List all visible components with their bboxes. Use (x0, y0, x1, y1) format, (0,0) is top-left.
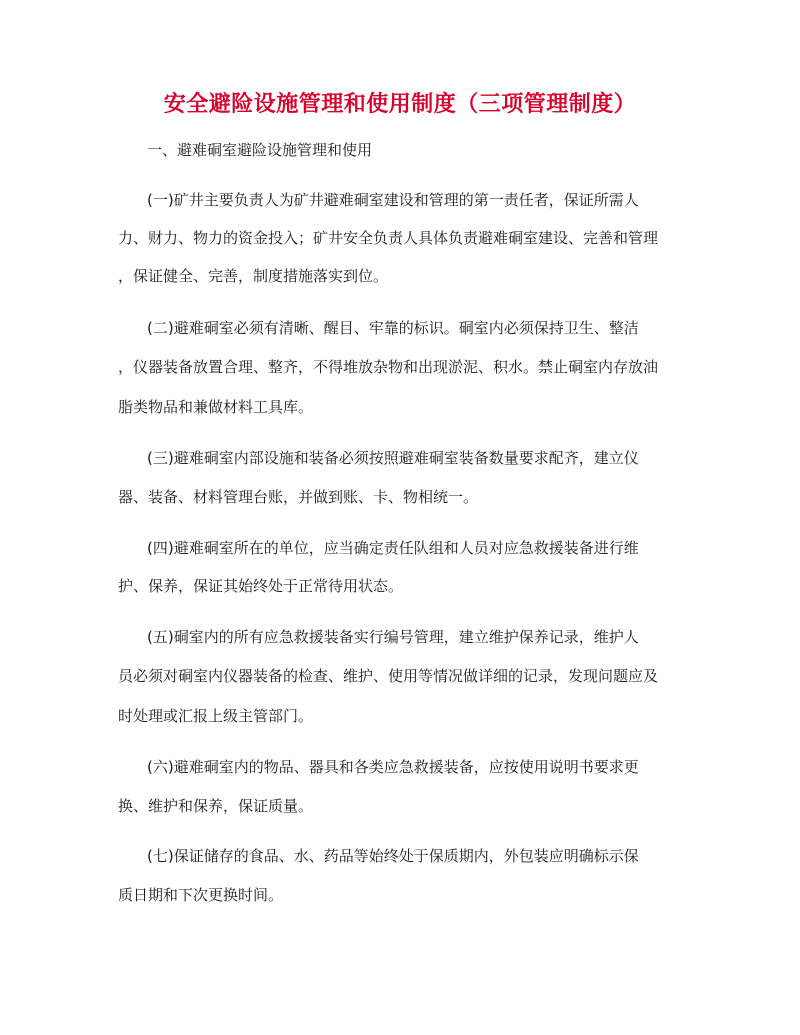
paragraph-5-line-3: 时处理或汇报上级主管部门。 (118, 707, 314, 725)
paragraph-6-line-2: 换、维护和保养，保证质量。 (118, 797, 314, 815)
paragraph-6-line-1: (六)避难硐室内的物品、器具和各类应急救援装备，应按使用说明书要求更 (147, 758, 639, 776)
section-heading: 一、避难硐室避险设施管理和使用 (147, 141, 373, 159)
document-title: 安全避险设施管理和使用制度（三项管理制度） (163, 92, 637, 117)
paragraph-1-line-2: 力、财力、物力的资金投入；矿井安全负责人具体负责避难硐室建设、完善和管理 (118, 229, 659, 247)
paragraph-4-line-2: 护、保养，保证其始终处于正常待用状态。 (118, 577, 404, 595)
paragraph-5-line-1: (五)硐室内的所有应急救援装备实行编号管理，建立维护保养记录，维护人 (147, 628, 639, 646)
paragraph-3-line-2: 器、装备、材料管理台账，并做到账、卡、物相统一。 (118, 488, 479, 506)
paragraph-3-line-1: (三)避难硐室内部设施和装备必须按照避难硐室装备数量要求配齐，建立仪 (147, 449, 639, 467)
paragraph-7-line-1: (七)保证储存的食品、水、药品等始终处于保质期内，外包装应明确标示保 (147, 847, 639, 865)
paragraph-1-line-1: (一)矿井主要负责人为矿井避难硐室建设和管理的第一责任者，保证所需人 (147, 191, 639, 209)
paragraph-2-line-3: 脂类物品和兼做材料工具库。 (118, 398, 314, 416)
paragraph-4-line-1: (四)避难硐室所在的单位，应当确定责任队组和人员对应急救援装备进行维 (147, 539, 639, 557)
paragraph-7-line-2: 质日期和下次更换时间。 (118, 886, 284, 904)
paragraph-2-line-2: ，仪器装备放置合理、整齐，不得堆放杂物和出现淤泥、积水。禁止硐室内存放油 (118, 358, 659, 376)
paragraph-1-line-3: ，保证健全、完善，制度措施落实到位。 (118, 267, 389, 285)
paragraph-5-line-2: 员必须对硐室内仪器装备的检查、维护、使用等情况做详细的记录，发现问题应及 (118, 667, 659, 685)
paragraph-2-line-1: (二)避难硐室必须有清晰、醒目、牢靠的标识。硐室内必须保持卫生、整洁 (147, 319, 639, 337)
